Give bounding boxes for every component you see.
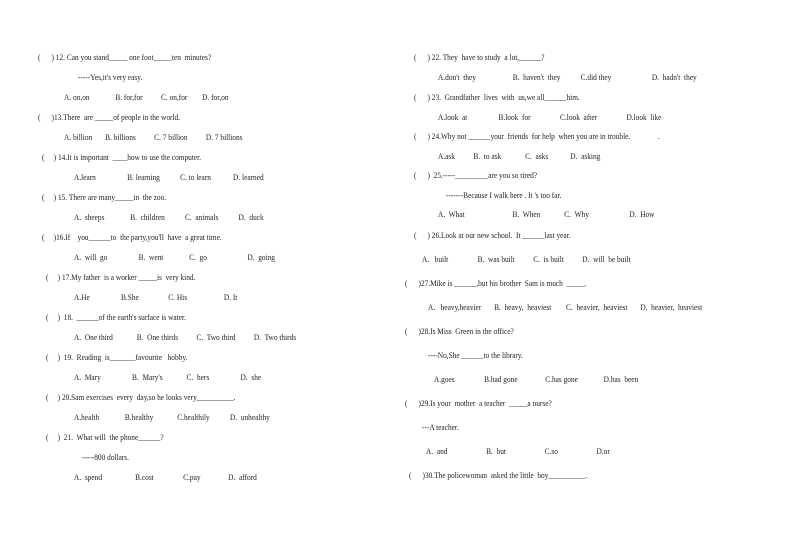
right-line-5: A.ask B. to ask C. asks D. asking [438,152,601,161]
left-line-4: A. billion B. billions C. 7 billion D. 7 billions [64,133,243,142]
right-line-10: A. built B. was built C. is built D. will be built [422,255,631,264]
right-line-3: A.look at B.look for C.look after D.look like [438,113,662,122]
right-line-17: ---A teacher. [422,423,459,432]
right-line-0: ( ) 22. They have to study a lot,______? [414,53,545,62]
left-line-1: -----Yes,it's very easy. [78,73,143,82]
right-line-1: A.don't they B. haven't they C.did they D. hadn't they [438,73,697,82]
right-line-6: ( ) 25.-----_________are you so tired? [414,171,538,180]
left-line-18: A.health B.healthy C.healthily D. unhealthy [74,413,270,422]
right-line-14: ----No,She ______to the library. [428,351,523,360]
left-line-16: A. Mary B. Mary's C. hers D. she [74,373,262,382]
left-line-13: ( ) 18. ______of the earth's surface is water. [46,313,186,322]
left-line-11: ( ) 17.My father is a worker _____is very kind. [46,273,196,282]
left-line-6: A.learn B. learning C. to learn D. learned [74,173,264,182]
right-line-9: ( ) 26.Look at our new school. It ______last year. [414,231,571,240]
right-line-2: ( ) 23. Grandfather lives with us,we all______him. [414,93,580,102]
left-line-8: A. sheeps B. children C. animals D. duck [74,213,264,222]
left-line-7: ( ) 15. There are many_____in the zoo. [42,193,167,202]
left-line-12: A.He B.She C. His D. It [74,293,238,302]
left-line-0: ( ) 12. Can you stand_____ one foot_____ten minutes? [38,53,212,62]
left-line-20: -----800 dollars. [82,453,130,462]
right-line-8: A. What B. When C. Why D. How [438,210,655,219]
left-line-9: ( )16.If you______to the party,you'll have a great time. [42,233,222,242]
left-line-10: A. will go B. went C. go D. going [74,253,275,262]
left-line-3: ( )13.There are _____of people in the world. [38,113,181,122]
left-line-14: A. One third B. One thirds C. Two third D. Two thirds [74,333,297,342]
right-line-12: A. heavy,heavier B. heavy, heaviest C. heavier, heaviest D. heavier, heaviest [428,303,703,312]
right-line-16: ( )29.Is your mother a teacher _____a nurse? [405,399,552,408]
left-line-19: ( ) 21. What will the phone______? [46,433,164,442]
left-line-2: A. on,on B. for,for C. on,for D. for,on [64,93,229,102]
right-line-11: ( )27.Mike is ______,but his brother Sam is much _____. [405,279,587,288]
right-line-18: A. and B. but C.so D.or [426,447,610,456]
right-line-7: -------Because I walk here . It 's too far. [446,191,562,200]
left-line-17: ( ) 20.Sam exercises every day,so he looks very__________. [46,393,236,402]
left-line-5: ( ) 14.It is important ____how to use the computer. [42,153,202,162]
left-line-15: ( ) 19. Reading is_______favourite hobby. [46,353,188,362]
right-line-15: A.goes B.had gone C.has gone D.has been [434,375,639,384]
right-line-19: ( )30.The policewoman asked the little boy__________. [409,471,588,480]
right-line-4: ( ) 24.Why not ______your friends for help when you are in trouble. . [414,132,660,141]
right-line-13: ( )28.Is Miss Green in the office? [405,327,514,336]
left-line-21: A. spend B.cost C.pay D. afford [74,473,257,482]
